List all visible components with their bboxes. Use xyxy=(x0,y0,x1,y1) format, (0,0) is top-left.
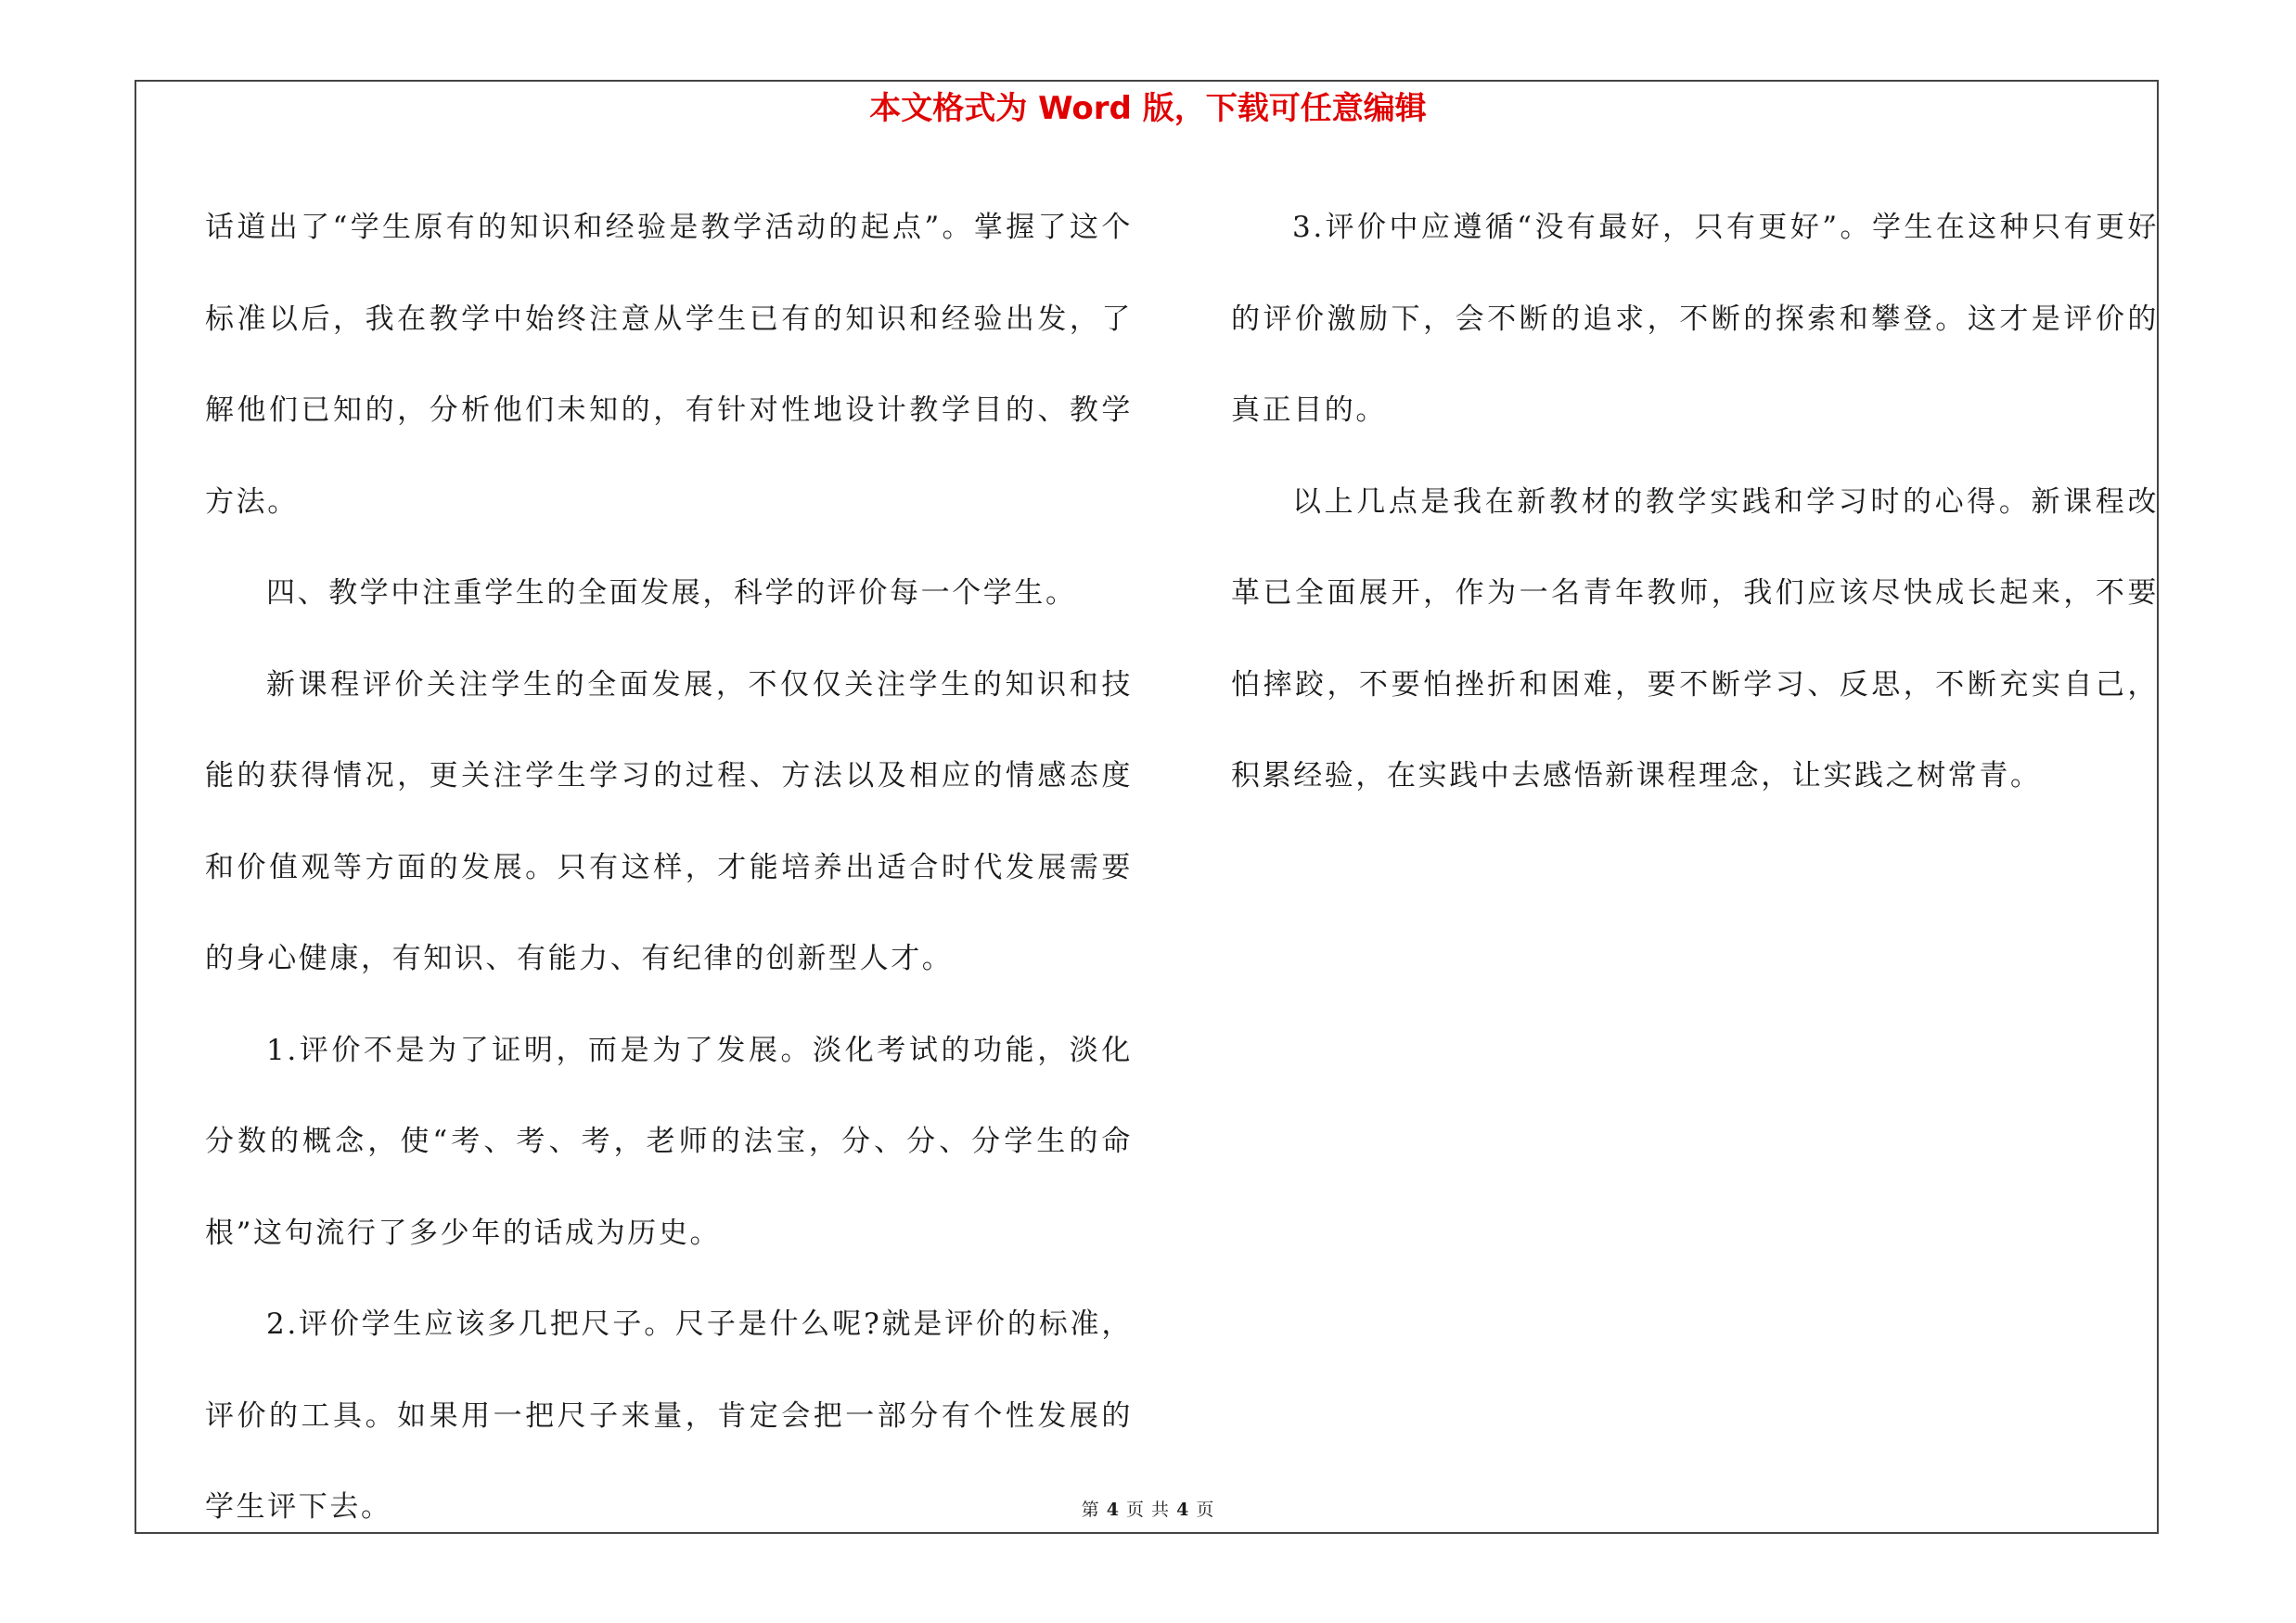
footer-suffix: 页 xyxy=(1196,1500,1215,1520)
list-item: 2.评价学生应该多几把尺子。尺子是什么呢?就是评价的标准，评价的工具。如果用一把尺子来量，肯定会把一部分有个性发展的学生评下去。 xyxy=(205,1307,1133,1524)
paragraph: 以上几点是我在新教材的教学实践和学习时的心得。新课程改革已全面展开，作为一名青年教师，我们应该尽快成长起来，不要怕摔跤，不要怕挫折和困难，要不断学习、反思，不断充实自己，积累经验，在实践中去感悟新课程理念，让实践之树常青。 xyxy=(1231,484,2159,792)
right-column xyxy=(1231,182,2159,822)
footer-prefix: 第 xyxy=(1081,1500,1100,1520)
page-number-footer xyxy=(0,1496,2296,1524)
left-column xyxy=(205,182,1133,1553)
list-item: 3.评价中应遵循“没有最好，只有更好”。学生在这种只有更好的评价激励下，会不断的追求，不断的探索和攀登。这才是评价的真正目的。 xyxy=(1231,211,2159,427)
paragraph: 话道出了“学生原有的知识和经验是教学活动的起点”。掌握了这个标准以后，我在教学中始终注意从学生已有的知识和经验出发，了解他们已知的，分析他们未知的，有针对性地设计教学目的、教学方法。 xyxy=(205,211,1133,519)
section-heading: 四、教学中注重学生的全面发展，科学的评价每一个学生。 xyxy=(266,576,1077,610)
total-pages-number: 4 xyxy=(1176,1500,1190,1520)
current-page-number: 4 xyxy=(1106,1500,1120,1520)
header-banner: 本文格式为 Word 版，下载可任意编辑 xyxy=(869,90,1427,127)
paragraph: 新课程评价关注学生的全面发展，不仅仅关注学生的知识和技能的获得情况，更关注学生学习的过程、方法以及相应的情感态度和价值观等方面的发展。只有这样，才能培养出适合时代发展需要的身心健康，有知识、有能力、有纪律的创新型人才。 xyxy=(205,667,1133,975)
footer-middle: 页 共 xyxy=(1125,1500,1171,1520)
list-item: 1.评价不是为了证明，而是为了发展。淡化考试的功能，淡化分数的概念，使“考、考、考，老师的法宝，分、分、分学生的命根”这句流行了多少年的话成为历史。 xyxy=(205,1033,1133,1250)
